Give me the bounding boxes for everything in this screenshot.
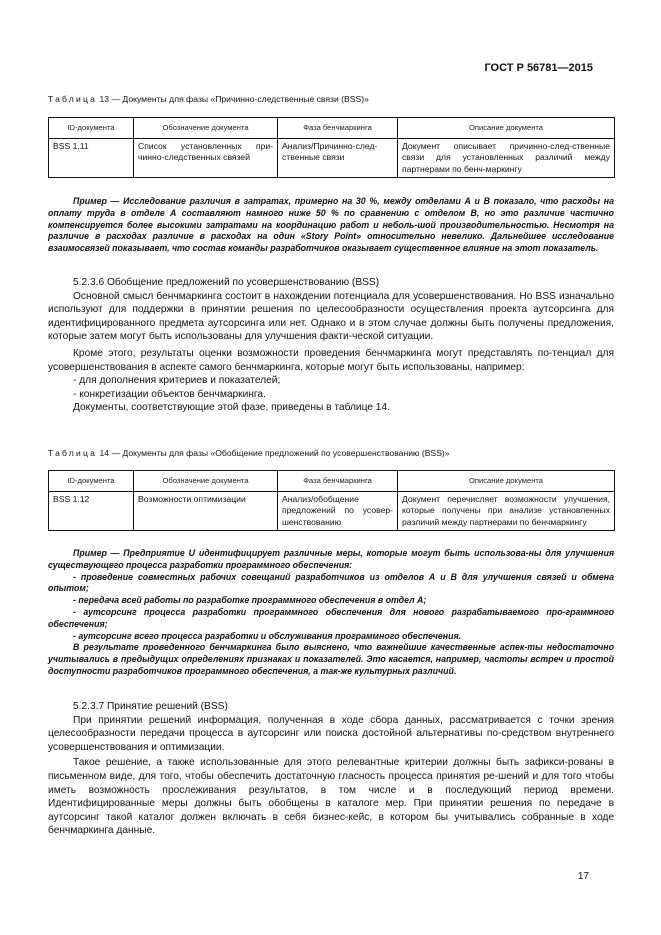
section-5236-p2: Кроме этого, результаты оценки возможности проведения бенчмаркинга могут представлять по-тенциал для усовершенствования в аспекте самого бенчмаркинга, которые могут быть использованы, например: bbox=[48, 347, 614, 373]
example-2-item-1: - проведение совместных рабочих совещаний разработчиков из отделов А и В для улучшения связей и обмена опытом; bbox=[48, 571, 614, 594]
section-5237-p1: При принятии решений информация, полученная в ходе сбора данных, рассматривается с точки зрения целесообразности передачи процесса в аутсорсинг или поиска достойной альтернативы по-средством внутреннего усовершенствования и оптимизации. bbox=[48, 714, 614, 753]
table14-cell-phase: Анализ/обобщение предложений по усовер-шенствованию bbox=[278, 492, 398, 531]
section-5236-bullet-2: - конкретизации объектов бенчмаркинга. bbox=[73, 388, 266, 400]
table-13 bbox=[48, 117, 615, 178]
table13-cell-id: BSS 1.11 bbox=[49, 139, 134, 178]
table14-caption bbox=[48, 448, 450, 458]
table13-cell-desc: Документ описывает причинно-след-ственные связи для установленных различий между партнерами по бенч-маркингу bbox=[398, 139, 615, 178]
table14-header-phase: Фаза бенчмаркинга bbox=[278, 471, 398, 492]
section-5237-heading: 5.2.3.7 Принятие решений (BSS) bbox=[73, 701, 228, 712]
table13-header-desc: Описание документа bbox=[398, 118, 615, 139]
table13-cell-name: Список установленных при-чинно-следственных связей bbox=[134, 139, 278, 178]
example-1-text: Пример — Исследование различия в затратах, примерно на 30 %, между отделами А и В показало, что расходы на оплату труда в отделе А составляют намного ниже 50 % по сравнению с отделом В, но это различие частично компенсируется более высокими затратами на координацию работ и неболь-шой производительностью. Несмотря на различие в расходах различие в расходах на один «Story Point» относительно невелико. Дальнейшее исследование взаимосвязей показывает, что состав команды разработчиков оказывает существенное влияние на этот показатель. bbox=[48, 196, 614, 254]
section-5237 bbox=[48, 700, 614, 838]
example-block-2 bbox=[48, 548, 614, 678]
table14-label: Таблица bbox=[48, 448, 98, 458]
table13-header-id: ID-документа bbox=[49, 118, 134, 139]
table13-cell-phase: Анализ/Причинно-след-ственные связи bbox=[278, 139, 398, 178]
section-5236-p3: Документы, соответствующие этой фазе, приведены в таблице 14. bbox=[73, 402, 390, 414]
table14-cell-desc: Документ перечисляет возможности улучшения, которые получены при анализе установленных различий между партнерами по бенчмаркингу bbox=[398, 492, 615, 531]
section-5236-p1: Основной смысл бенчмаркинга состоит в нахождении потенциала для усовершенствования. Но BSS изначально используют для поддержки в принятии решения по целесообразности осуществления проекта аутсорсинга для идентифицированного предмета аутсорсинга или нет. Однако и в этом случае должны быть получены предложения, которые затем могут быть использованы для улучшения факти-ческой ситуации. bbox=[48, 290, 614, 343]
example-2-item-4: - аутсорсинг всего процесса разработки и обслуживания программного обеспечения. bbox=[73, 630, 462, 641]
example-2-item-2: - передача всей работы по разработке программного обеспечения в отдел А; bbox=[73, 595, 427, 606]
table14-header-name: Обозначение документа bbox=[134, 471, 278, 492]
table14-header-id: ID-документа bbox=[49, 471, 134, 492]
table14-caption-text: 14 — Документы для фазы «Обобщение предложений по усовершенствованию (BSS)» bbox=[99, 448, 450, 458]
table-row bbox=[49, 139, 615, 178]
example-2-item-3: - аутсорсинг процесса разработки программного обеспечения для нового разрабатываемого про-граммного обеспечения; bbox=[48, 606, 614, 629]
table13-caption-text: 13 — Документы для фазы «Причинно-следственные связи (BSS)» bbox=[99, 94, 369, 104]
table13-label: Таблица bbox=[48, 94, 98, 104]
table13-caption bbox=[48, 94, 369, 104]
table14-header-desc: Описание документа bbox=[398, 471, 615, 492]
table13-header-row bbox=[49, 118, 615, 139]
table14-cell-name: Возможности оптимизации bbox=[134, 492, 278, 531]
table-row bbox=[49, 492, 615, 531]
section-5236 bbox=[48, 276, 614, 415]
document-header: ГОСТ Р 56781—2015 bbox=[484, 62, 593, 74]
table13-header-phase: Фаза бенчмаркинга bbox=[278, 118, 398, 139]
section-5236-heading: 5.2.3.6 Обобщение предложений по усовершенствованию (BSS) bbox=[73, 277, 380, 288]
table13-header-name: Обозначение документа bbox=[134, 118, 278, 139]
example-block-1 bbox=[48, 196, 614, 255]
example-2-outro: В результате проведенного бенчмаркинга было выяснено, что важнейшие качественные аспек-ты недостаточно учитывались в предыдущих определениях признаках и показателей. Это касается, например, частоты встреч и простой доступности разработчиков программного обеспечения, а так-же культурных различий. bbox=[48, 642, 614, 676]
section-5236-bullet-1: - для дополнения критериев и показателей; bbox=[73, 375, 281, 387]
section-5237-p2: Такое решение, а также использованные для этого релевантные критерии должны быть зафикси-рованы в письменном виде, для того, чтобы обеспечить достаточную гласность процесса принятия ре-шений и для того чтобы иметь возможность прослеживания результатов, в том числе и в последующий период времени. Идентифицированные меры должны быть обобщены в каталоге мер. При принятии решения по передаче в аутсорсинг такой каталог должен включать в себя бизнес-кейс, в котором бы учитывались собранные в ходе бенчмаркинга данные. bbox=[48, 757, 614, 837]
table14-header-row bbox=[49, 471, 615, 492]
page-number: 17 bbox=[577, 871, 589, 882]
table-14 bbox=[48, 470, 615, 531]
table14-cell-id: BSS 1.12 bbox=[49, 492, 134, 531]
example-2-intro: Пример — Предприятие U идентифицирует различные меры, которые могут быть использова-ны для улучшения существующего процесса разработки программного обеспечения: bbox=[48, 548, 614, 570]
